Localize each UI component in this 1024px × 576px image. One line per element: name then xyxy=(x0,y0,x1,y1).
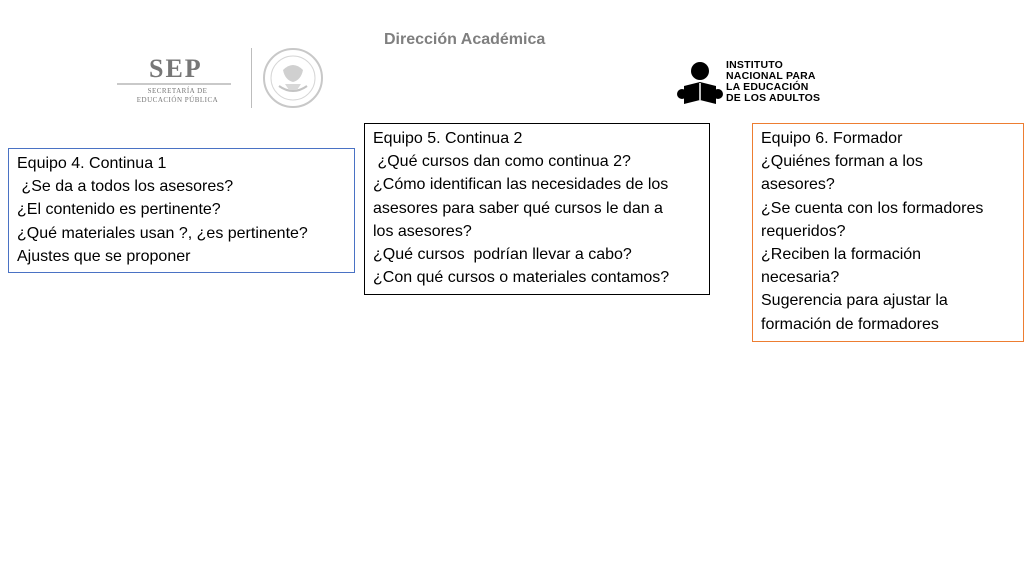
inea-reader-icon xyxy=(676,60,724,108)
team-6-line: ¿Se cuenta con los formadores xyxy=(761,199,984,217)
team-6-line: requeridos? xyxy=(761,222,846,240)
inea-logo-line: LA EDUCACIÓN xyxy=(726,81,809,93)
sep-logo xyxy=(115,46,335,108)
team-6-heading: Equipo 6. Formador xyxy=(761,130,903,147)
national-seal-icon xyxy=(261,46,325,110)
sep-logo-subtitle-line: EDUCACIÓN PÚBLICA xyxy=(136,96,219,104)
sep-logo-rule xyxy=(117,83,231,85)
team-5-heading: Equipo 5. Continua 2 xyxy=(373,130,523,147)
inea-logo-text xyxy=(726,60,820,104)
team-5-line: ¿Con qué cursos o materiales contamos? xyxy=(373,269,670,287)
team-6-line: ¿Reciben la formación xyxy=(761,246,922,264)
inea-logo-line: INSTITUTO xyxy=(726,59,784,71)
team-4-line: ¿Se da a todos los asesores? xyxy=(17,178,234,196)
team-6-line: formación de formadores xyxy=(761,315,939,333)
inea-logo xyxy=(676,60,836,110)
team-5-line: asesores para saber qué cursos le dan a xyxy=(373,199,663,217)
inea-logo-line: DE LOS ADULTOS xyxy=(726,92,821,104)
team-4-line: ¿El contenido es pertinente? xyxy=(17,201,221,219)
logo-divider xyxy=(251,48,252,108)
team-6-line: asesores? xyxy=(761,176,835,194)
team-4-line: ¿Qué materiales usan ?, ¿es pertinente? xyxy=(17,224,308,242)
team-6-box xyxy=(752,123,1024,342)
team-4-box xyxy=(8,148,355,273)
page-title: Dirección Académica xyxy=(384,31,546,48)
team-5-line: ¿Cómo identifican las necesidades de los xyxy=(373,176,669,194)
team-5-line: ¿Qué cursos dan como continua 2? xyxy=(373,153,631,171)
sep-logo-subtitle xyxy=(130,87,225,105)
team-6-line: ¿Quiénes forman a los xyxy=(761,153,923,171)
team-6-line: Sugerencia para ajustar la xyxy=(761,292,948,310)
team-4-heading: Equipo 4. Continua 1 xyxy=(17,155,167,172)
team-6-line: necesaria? xyxy=(761,269,840,287)
team-4-line: Ajustes que se proponer xyxy=(17,247,191,265)
sep-logo-subtitle-line: SECRETARÍA DE xyxy=(147,87,208,95)
team-5-line: los asesores? xyxy=(373,222,472,240)
sep-logo-word: SEP xyxy=(149,54,203,83)
team-5-box xyxy=(364,123,710,295)
inea-logo-line: NACIONAL PARA xyxy=(726,70,816,82)
team-5-line: ¿Qué cursos podrían llevar a cabo? xyxy=(373,246,632,264)
